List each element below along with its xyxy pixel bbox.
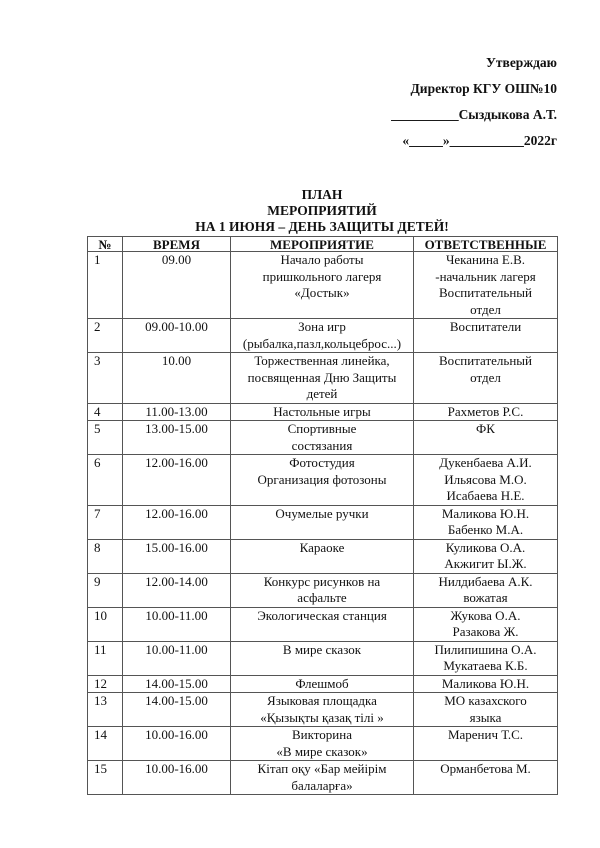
cell-time: 12.00-14.00 bbox=[123, 573, 231, 607]
event-line: Конкурс рисунков на bbox=[263, 573, 381, 589]
cell-event bbox=[231, 727, 414, 761]
table-row bbox=[88, 252, 558, 319]
event-line: В мире сказок bbox=[282, 641, 362, 657]
event-line: «В мире сказок» bbox=[276, 743, 368, 759]
cell-event bbox=[231, 573, 414, 607]
cell-number: 6 bbox=[88, 455, 123, 506]
responsible-line: отдел bbox=[470, 369, 501, 385]
cell-event bbox=[231, 761, 414, 795]
cell-number: 10 bbox=[88, 607, 123, 641]
table-row bbox=[88, 607, 558, 641]
responsible-line: Рахметов Р.С. bbox=[447, 403, 524, 419]
approval-position: Директор КГУ ОШ№10 bbox=[410, 81, 557, 96]
responsible-line: Воспитательный bbox=[439, 285, 532, 300]
cell-time: 12.00-16.00 bbox=[123, 505, 231, 539]
cell-responsible bbox=[414, 319, 558, 353]
cell-event bbox=[231, 607, 414, 641]
responsible-line: МО казахского bbox=[444, 693, 527, 708]
cell-event bbox=[231, 252, 414, 319]
cell-responsible bbox=[414, 505, 558, 539]
table-row bbox=[88, 641, 558, 675]
cell-number: 1 bbox=[88, 252, 123, 319]
cell-time: 10.00-11.00 bbox=[123, 607, 231, 641]
event-line: «Достык» bbox=[294, 285, 350, 300]
event-line: Языковая площадка bbox=[267, 693, 377, 708]
responsible-line: Орманбетова М. bbox=[440, 761, 531, 776]
cell-time: 10.00-16.00 bbox=[123, 727, 231, 761]
event-line: Настольные игры bbox=[273, 403, 371, 419]
responsible-line: Исабаева Н.Е. bbox=[446, 488, 525, 503]
table-header-row bbox=[88, 237, 558, 252]
event-line: Экологическая станция bbox=[257, 607, 387, 623]
cell-event bbox=[231, 641, 414, 675]
event-line: Кітап оқу «Бар мейірім bbox=[257, 761, 387, 776]
event-line: Фотостудия bbox=[289, 455, 355, 470]
document-heading bbox=[87, 187, 557, 235]
cell-number: 15 bbox=[88, 761, 123, 795]
cell-time: 14.00-15.00 bbox=[123, 675, 231, 693]
event-line: Викторина bbox=[292, 727, 352, 742]
event-line: посвященная Дню Защиты bbox=[247, 369, 397, 385]
events-table bbox=[87, 236, 558, 795]
responsible-line: языка bbox=[469, 709, 502, 725]
cell-responsible bbox=[414, 455, 558, 506]
header-time: ВРЕМЯ bbox=[123, 237, 231, 252]
responsible-line: Ильясова М.О. bbox=[444, 471, 527, 487]
cell-responsible bbox=[414, 421, 558, 455]
cell-responsible bbox=[414, 761, 558, 795]
cell-responsible bbox=[414, 675, 558, 693]
responsible-line: Воспитательный bbox=[439, 353, 532, 368]
cell-number: 8 bbox=[88, 539, 123, 573]
cell-event bbox=[231, 353, 414, 404]
cell-event bbox=[231, 675, 414, 693]
responsible-line: Маликова Ю.Н. bbox=[441, 675, 530, 691]
table-row bbox=[88, 573, 558, 607]
cell-number: 5 bbox=[88, 421, 123, 455]
heading-line-3: НА 1 ИЮНЯ – ДЕНЬ ЗАЩИТЫ ДЕТЕЙ! bbox=[195, 219, 449, 234]
approval-title: Утверждаю bbox=[485, 55, 557, 70]
event-line: Флешмоб bbox=[295, 675, 349, 691]
responsible-line: Пилипишина О.А. bbox=[434, 641, 537, 657]
cell-time: 15.00-16.00 bbox=[123, 539, 231, 573]
table-row bbox=[88, 403, 558, 421]
cell-time: 14.00-15.00 bbox=[123, 693, 231, 727]
cell-event bbox=[231, 505, 414, 539]
responsible-line: Чеканина Е.В. bbox=[445, 252, 526, 267]
responsible-line: Нилдибаева А.К. bbox=[438, 573, 533, 589]
cell-number: 4 bbox=[88, 403, 123, 421]
cell-time: 12.00-16.00 bbox=[123, 455, 231, 506]
approval-date: «_____»___________2022г bbox=[402, 133, 557, 148]
responsible-line: Маликова Ю.Н. bbox=[441, 505, 530, 521]
event-line: пришкольного лагеря bbox=[262, 268, 382, 284]
responsible-line: Разакова Ж. bbox=[452, 624, 519, 639]
approval-signature: __________Сыздыкова А.Т. bbox=[391, 107, 557, 122]
table-row bbox=[88, 539, 558, 573]
cell-time: 11.00-13.00 bbox=[123, 403, 231, 421]
event-line: Организация фотозоны bbox=[257, 471, 387, 487]
cell-responsible bbox=[414, 641, 558, 675]
table-row bbox=[88, 455, 558, 506]
table-row bbox=[88, 761, 558, 795]
responsible-line: Дукенбаева А.И. bbox=[439, 455, 532, 470]
cell-event bbox=[231, 693, 414, 727]
approval-block bbox=[391, 56, 557, 160]
header-responsible: ОТВЕТСТВЕННЫЕ bbox=[414, 237, 558, 252]
responsible-line: Бабенко М.А. bbox=[447, 522, 524, 537]
responsible-line: Мукатаева К.Б. bbox=[443, 658, 528, 673]
table-row bbox=[88, 693, 558, 727]
cell-responsible bbox=[414, 539, 558, 573]
cell-responsible bbox=[414, 607, 558, 641]
cell-time: 10.00-16.00 bbox=[123, 761, 231, 795]
table-row bbox=[88, 675, 558, 693]
header-event: МЕРОПРИЯТИЕ bbox=[231, 237, 414, 252]
cell-number: 13 bbox=[88, 693, 123, 727]
event-line: (рыбалка,пазл,кольцеброс...) bbox=[242, 335, 402, 351]
cell-number: 3 bbox=[88, 353, 123, 404]
responsible-line: -начальник лагеря bbox=[435, 268, 536, 284]
cell-responsible bbox=[414, 727, 558, 761]
header-number: № bbox=[88, 237, 123, 252]
cell-time: 10.00 bbox=[123, 353, 231, 404]
table-row bbox=[88, 353, 558, 404]
cell-number: 2 bbox=[88, 319, 123, 353]
cell-responsible bbox=[414, 353, 558, 404]
table-row bbox=[88, 319, 558, 353]
cell-number: 11 bbox=[88, 641, 123, 675]
cell-time: 09.00 bbox=[123, 252, 231, 319]
cell-number: 9 bbox=[88, 573, 123, 607]
table-row bbox=[88, 421, 558, 455]
event-line: балаларға» bbox=[291, 777, 353, 793]
cell-number: 14 bbox=[88, 727, 123, 761]
responsible-line: ФК bbox=[476, 421, 495, 436]
cell-responsible bbox=[414, 573, 558, 607]
cell-responsible bbox=[414, 403, 558, 421]
cell-time: 09.00-10.00 bbox=[123, 319, 231, 353]
cell-event bbox=[231, 539, 414, 573]
event-line: состязания bbox=[291, 437, 353, 453]
responsible-line: вожатая bbox=[463, 590, 508, 605]
cell-event bbox=[231, 455, 414, 506]
table-row bbox=[88, 727, 558, 761]
cell-event bbox=[231, 319, 414, 353]
responsible-line: Куликова О.А. bbox=[445, 539, 526, 555]
cell-number: 7 bbox=[88, 505, 123, 539]
cell-responsible bbox=[414, 693, 558, 727]
event-line: детей bbox=[306, 386, 338, 401]
event-line: Караоке bbox=[299, 539, 345, 555]
cell-event bbox=[231, 403, 414, 421]
responsible-line: отдел bbox=[470, 301, 501, 317]
cell-time: 13.00-15.00 bbox=[123, 421, 231, 455]
responsible-line: Жукова О.А. bbox=[450, 607, 521, 623]
cell-number: 12 bbox=[88, 675, 123, 693]
event-line: Торжественная линейка, bbox=[254, 353, 390, 368]
event-line: асфальте bbox=[297, 590, 347, 605]
event-line: Очумелые ручки bbox=[275, 505, 369, 521]
event-line: Начало работы bbox=[280, 252, 364, 267]
heading-line-2: МЕРОПРИЯТИЙ bbox=[267, 203, 377, 218]
cell-time: 10.00-11.00 bbox=[123, 641, 231, 675]
cell-responsible bbox=[414, 252, 558, 319]
event-line: «Қызықты қазақ тілі » bbox=[260, 709, 384, 725]
responsible-line: Маренич Т.С. bbox=[447, 727, 524, 742]
event-line: Зона игр bbox=[298, 319, 346, 334]
responsible-line: Акжигит Ы.Ж. bbox=[444, 556, 527, 571]
event-line: Спортивные bbox=[287, 421, 357, 436]
table-row bbox=[88, 505, 558, 539]
table-body bbox=[88, 252, 558, 795]
heading-line-1: ПЛАН bbox=[301, 187, 343, 202]
responsible-line: Воспитатели bbox=[449, 319, 522, 334]
cell-event bbox=[231, 421, 414, 455]
